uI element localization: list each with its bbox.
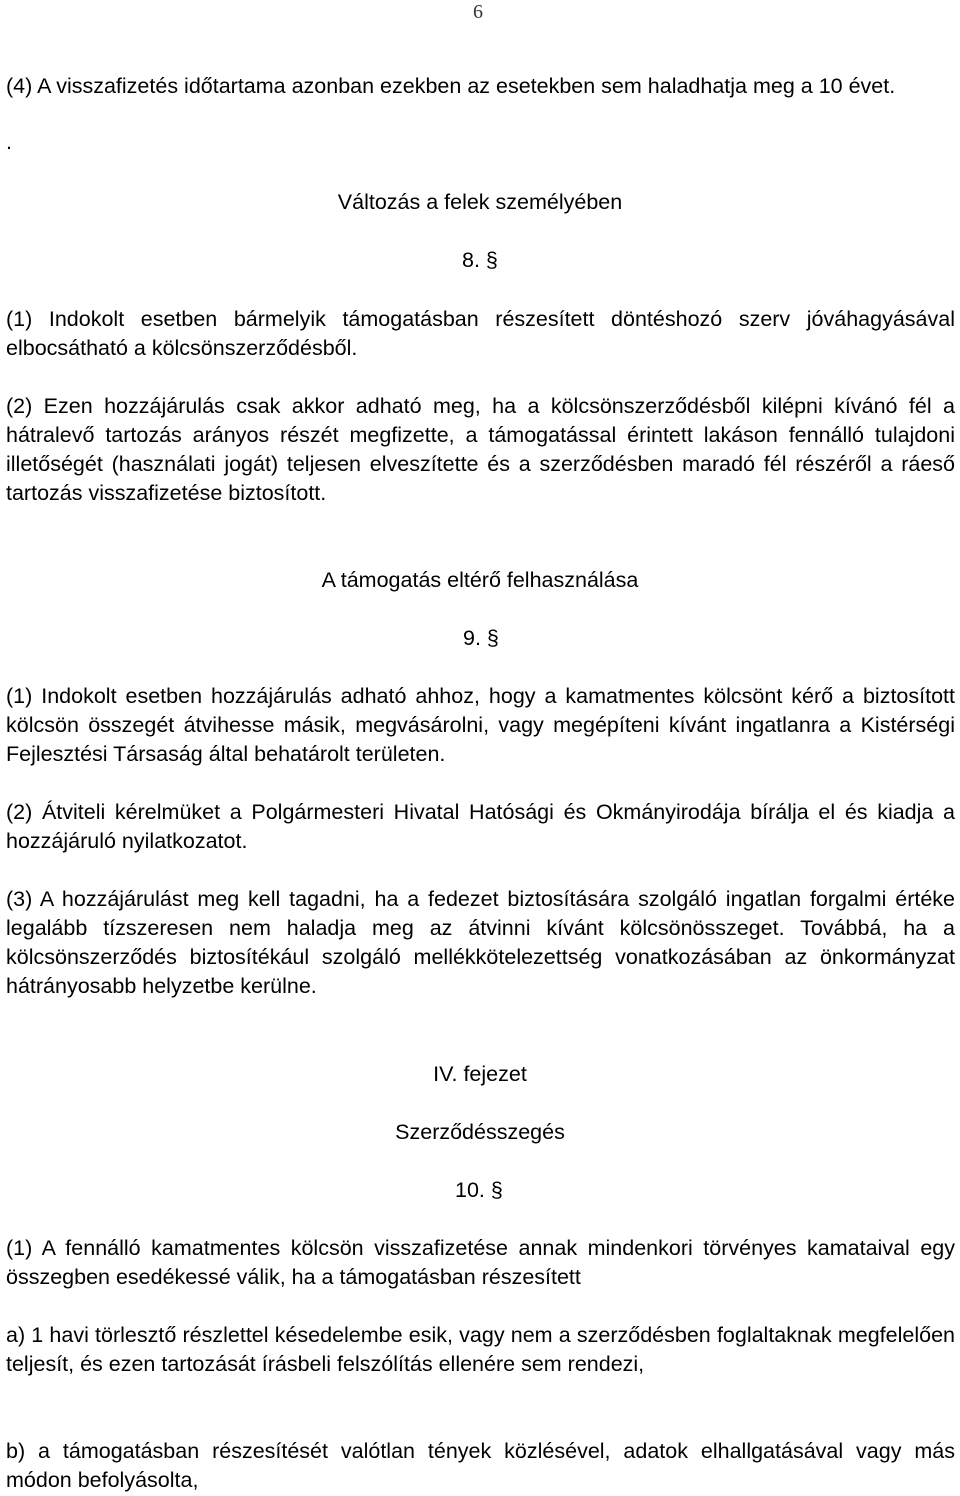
heading-szerzodesszegés: Szerződésszegés (395, 1120, 565, 1144)
section-8: 8. § (462, 248, 498, 272)
paragraph-9-3: (3) A hozzájárulást meg kell tagadni, ha a fedezet biztosítására szolgáló ingatlan forgalmi értéke legalább tízszeresen nem haladja meg az átvinni kívánt kölcsönösszeget. Továbbá, ha a kölcsönszerződés biztosítékául szolgáló mellékkötelezettség vonatkozásában az önkormányzat hátrányosabb helyzetbe kerülne. (6, 887, 955, 998)
section-10: 10. § (455, 1178, 503, 1202)
paragraph-10-1: (1) A fennálló kamatmentes kölcsön visszafizetése annak mindenkori törvényes kamataival egy összegben esedékessé válik, ha a támogatásban részesített (6, 1236, 955, 1289)
paragraph-4: (4) A visszafizetés időtartama azonban ezekben az esetekben sem haladhatja meg a 10 évet. (6, 74, 896, 98)
paragraph-8-1: (1) Indokolt esetben bármelyik támogatásban részesített döntéshozó szerv jóváhagyásával elbocsátható a kölcsönszerződésből. (6, 307, 955, 360)
paragraph-9-2: (2) Átviteli kérelmüket a Polgármesteri Hivatal Hatósági és Okmányirodája bírálja el és kiadja a hozzájáruló nyilatkozatot. (6, 800, 955, 853)
paragraph-8-2: (2) Ezen hozzájárulás csak akkor adható meg, ha a kölcsönszerződésből kilépni kívánó fél a hátralevő tartozás arányos részét megfizette, a támogatással érintett lakáson fennálló tulajdoni illetőségét (használati jogát) teljesen elveszítette és a szerződésben maradó fél részéről a ráeső tartozás visszafizetése biztosított. (6, 394, 955, 505)
heading-valtozas: Változás a felek személyében (337, 190, 623, 214)
paragraph-9-1: (1) Indokolt esetben hozzájárulás adható ahhoz, hogy a kamatmentes kölcsönt kérő a biztosított kölcsön összegét átvihesse másik, megvásárolni, vagy megépíteni kívánt ingatlanra a Kistérségi Fejlesztési Társaság által behatárolt területen. (6, 684, 955, 766)
paragraph-10-b: b) a támogatásban részesítését valótlan tények közlésével, adatok elhallgatásával vagy más módon befolyásolta, (6, 1439, 955, 1492)
section-9: 9. § (463, 626, 499, 650)
heading-eltero-felhasznalas: A támogatás eltérő felhasználása (321, 568, 639, 592)
stray-dot: . (6, 130, 12, 154)
heading-chapter-iv: IV. fejezet (433, 1062, 527, 1086)
page-number: 6 (473, 1, 483, 23)
paragraph-10-a: a) 1 havi törlesztő részlettel késedelembe esik, vagy nem a szerződésben foglaltaknak megfelelően teljesít, és ezen tartozását írásbeli felszólítás ellenére sem rendezi, (6, 1323, 955, 1376)
